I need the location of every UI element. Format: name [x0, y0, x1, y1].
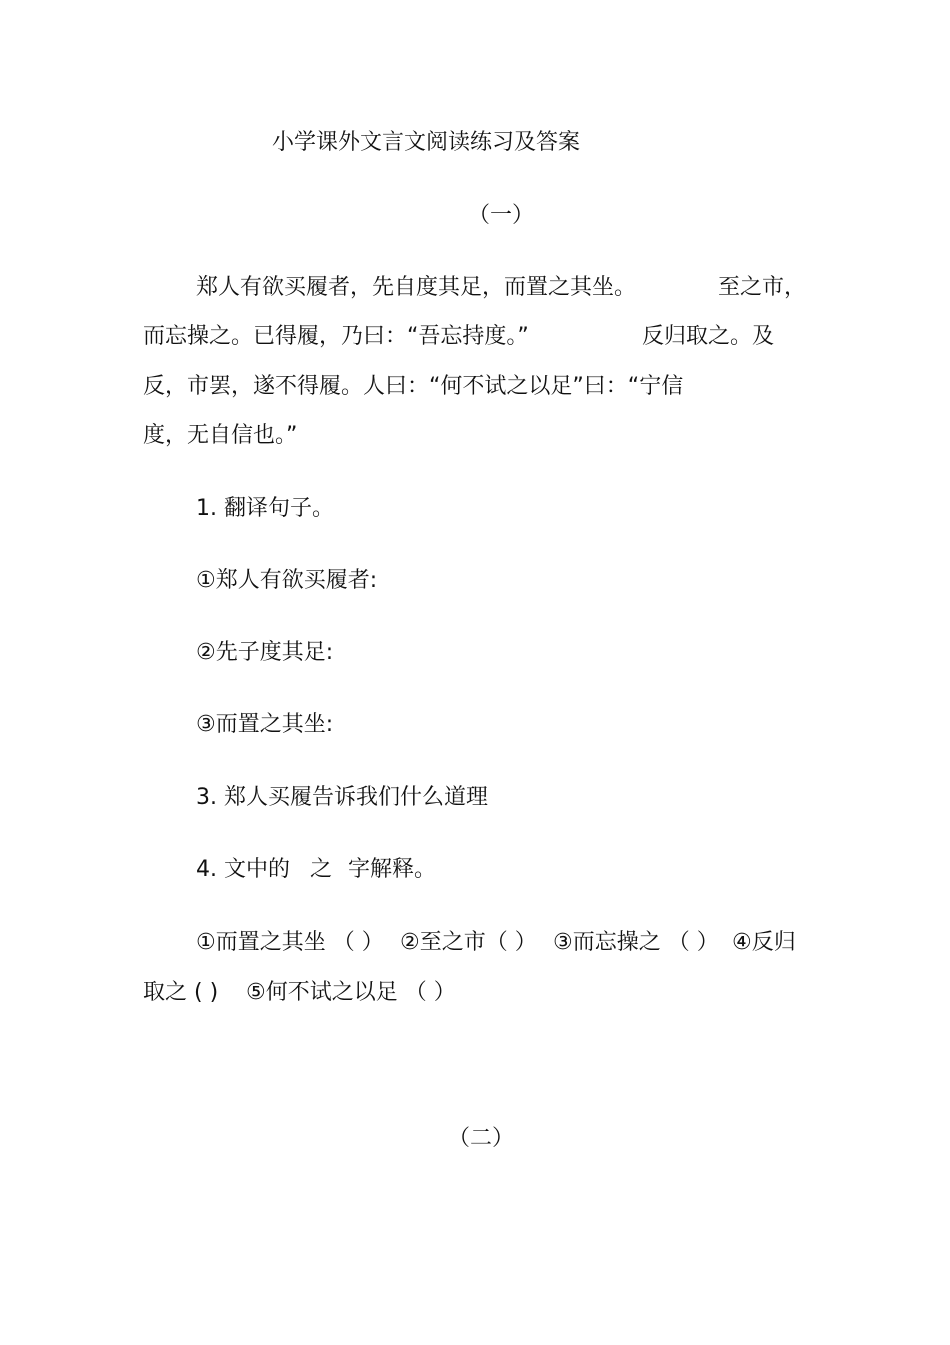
- passage-line-2a: 而忘操之。已得履，乃曰：“吾忘持度。”: [143, 324, 529, 349]
- question-4-option-1: ①而置之其坐 （ ）: [196, 930, 384, 955]
- section-two-label: （二）: [448, 1126, 515, 1151]
- passage-line-1b: 至之市，: [718, 275, 807, 300]
- question-4-option-4: ④反归: [732, 930, 796, 955]
- question-4-option-4-continued: 取之 ( ): [143, 980, 219, 1005]
- passage-line-1a: 郑人有欲买履者，先自度其足，而置之其坐。: [196, 275, 637, 300]
- section-one-label: （一）: [468, 203, 535, 228]
- question-4-title-a: 4. 文中的: [196, 857, 290, 882]
- passage-line-4: 度，无自信也。”: [143, 423, 298, 448]
- page-title: 小学课外文言文阅读练习及答案: [272, 130, 581, 155]
- question-4-option-3: ③而忘操之 （ ）: [553, 930, 719, 955]
- question-1-title: 1. 翻译句子。: [196, 496, 334, 521]
- question-1-item-2: ②先子度其足:: [196, 640, 334, 665]
- question-1-item-3: ③而置之其坐:: [196, 712, 334, 737]
- question-3-title: 3. 郑人买履告诉我们什么道理: [196, 785, 488, 810]
- question-4-option-5: ⑤何不试之以足 （ ）: [246, 980, 456, 1005]
- passage-line-2b: 反归取之。及: [642, 324, 775, 349]
- question-1-item-1: ①郑人有欲买履者:: [196, 568, 378, 593]
- passage-line-3: 反，市罢，遂不得履。人曰：“何不试之以足”曰：“宁信: [143, 374, 684, 399]
- question-4-option-2: ②至之市（ ）: [400, 930, 537, 955]
- question-4-title-b: 之: [310, 857, 333, 882]
- question-4-title-c: 字解释。: [348, 857, 437, 882]
